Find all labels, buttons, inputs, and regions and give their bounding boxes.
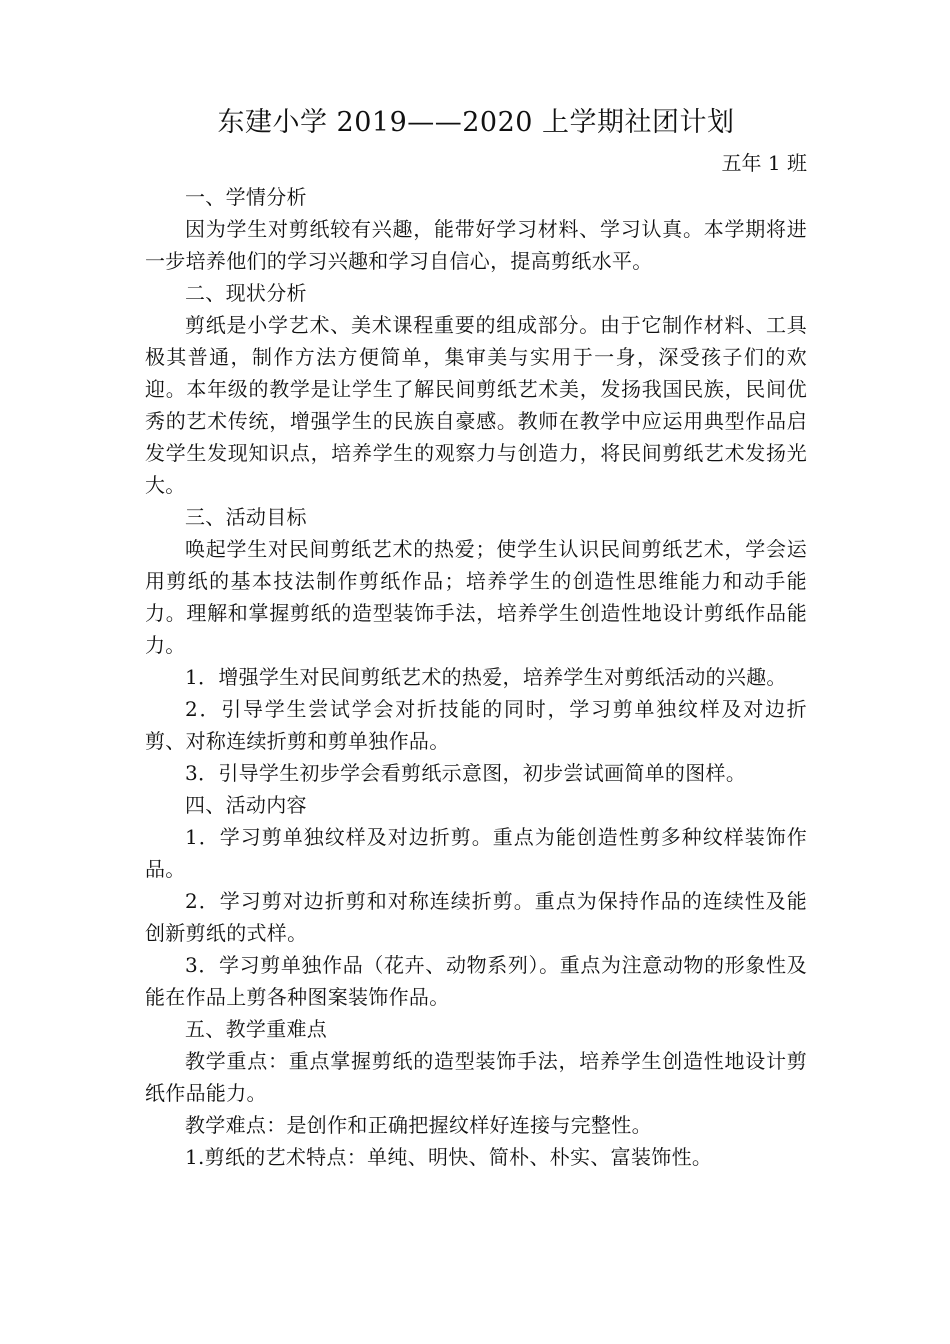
- list-item: 2．学习剪对边折剪和对称连续折剪。重点为保持作品的连续性及能创新剪纸的式样。: [145, 889, 807, 945]
- paragraph: 教学难点：是创作和正确把握纹样好连接与完整性。: [185, 1113, 652, 1137]
- section-heading-goals: 三、活动目标: [185, 505, 307, 529]
- section-heading-content: 四、活动内容: [185, 793, 307, 817]
- section-heading-status: 二、现状分析: [185, 281, 307, 305]
- paragraph: 唤起学生对民间剪纸艺术的热爱；使学生认识民间剪纸艺术，学会运用剪纸的基本技法制作剪纸作品；培养学生的创造性思维能力和动手能力。理解和掌握剪纸的造型装饰手法，培养学生创造性地设计剪纸作品能力。: [145, 537, 807, 657]
- section-heading-key-points: 五、教学重难点: [185, 1017, 328, 1041]
- list-item: 3．引导学生初步学会看剪纸示意图，初步尝试画简单的图样。: [185, 761, 747, 785]
- section-heading-analysis: 一、学情分析: [185, 185, 307, 209]
- document-page: [145, 98, 807, 1173]
- list-item: 1.剪纸的艺术特点：单纯、明快、简朴、朴实、富装饰性。: [185, 1145, 713, 1169]
- list-item: 3．学习剪单独作品（花卉、动物系列）。重点为注意动物的形象性及能在作品上剪各种图案装饰作品。: [145, 953, 807, 1009]
- list-item: 2．引导学生尝试学会对折技能的同时，学习剪单独纹样及对边折剪、对称连续折剪和剪单独作品。: [145, 697, 807, 753]
- list-item: 1．增强学生对民间剪纸艺术的热爱，培养学生对剪纸活动的兴趣。: [185, 665, 787, 689]
- paragraph: 因为学生对剪纸较有兴趣，能带好学习材料、学习认真。本学期将进一步培养他们的学习兴趣和学习自信心，提高剪纸水平。: [145, 217, 807, 273]
- list-item: 1．学习剪单独纹样及对边折剪。重点为能创造性剪多种纹样装饰作品。: [145, 825, 807, 881]
- paragraph: 教学重点：重点掌握剪纸的造型装饰手法，培养学生创造性地设计剪纸作品能力。: [145, 1049, 807, 1105]
- document-title: 东建小学 2019——2020 上学期社团计划: [217, 107, 735, 138]
- class-label: 五年 1 班: [721, 151, 807, 175]
- paragraph: 剪纸是小学艺术、美术课程重要的组成部分。由于它制作材料、工具极其普通，制作方法方便简单，集审美与实用于一身，深受孩子们的欢迎。本年级的教学是让学生了解民间剪纸艺术美，发扬我国民族，民间优秀的艺术传统，增强学生的民族自豪感。教师在教学中应运用典型作品启发学生发现知识点，培养学生的观察力与创造力，将民间剪纸艺术发扬光大。: [145, 313, 807, 497]
